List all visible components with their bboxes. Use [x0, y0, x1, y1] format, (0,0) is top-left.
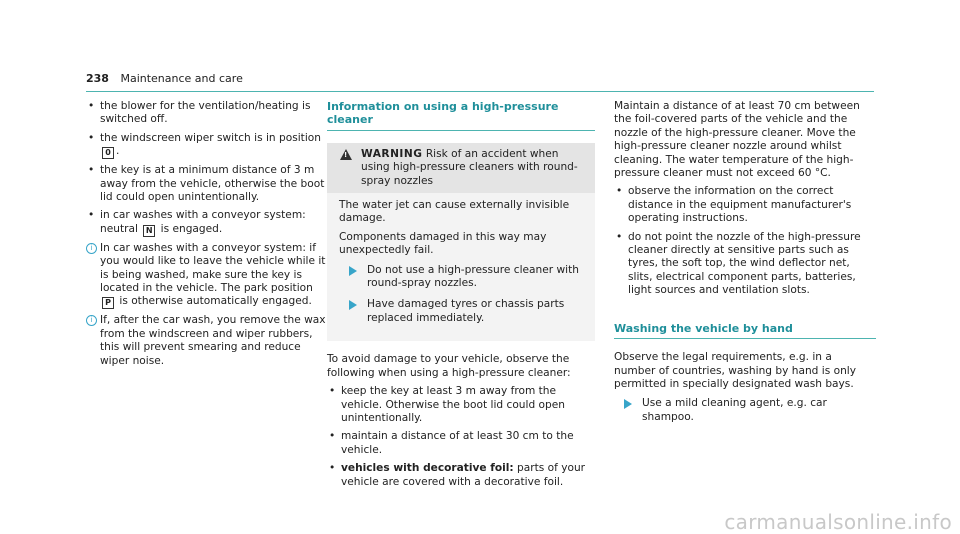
list-item — [614, 185, 876, 225]
section-title: Information on using a high-pressure cleaner — [327, 100, 559, 127]
page-number: 238 — [86, 72, 109, 85]
list-item-text: is engaged. — [160, 222, 223, 235]
list-item — [86, 164, 326, 204]
warning-word: WARNING — [361, 147, 423, 160]
list-item: • the windscreen wiper switch is in position 0 . — [86, 132, 326, 159]
wiper-position-symbol: 0 — [102, 147, 114, 159]
intro-paragraph: To avoid damage to your vehicle, observe the following when using a high-pressure cleaner: — [327, 353, 571, 379]
list-item-text: maintain a distance of at least 30 cm to the vehicle. — [341, 430, 574, 456]
section-divider — [327, 130, 595, 131]
continued-paragraph: Maintain a distance of at least 70 cm between the foil-covered parts of the vehicle and the nozzle of the high-pressure cleaner. Move the high-pressure cleaner nozzle around whilst cleaning. The water temperature of the high-pressure cleaner must not exceed 60 °C. — [614, 100, 860, 180]
note — [86, 314, 326, 368]
warning-header: ! WARNING Risk of an accident when using high-pressure cleaners with round-spray nozzles — [327, 143, 595, 193]
warning-box — [327, 143, 595, 341]
column-right — [614, 100, 876, 432]
warning-headline: Risk of an accident when using high-pressure cleaners with round-spray nozzles — [361, 147, 578, 187]
action-arrow-icon — [624, 399, 632, 409]
list-item — [86, 100, 326, 127]
note-text: If, after the car wash, you remove the wax from the windscreen and wiper rubbers, this will prevent smearing and reduce wiper noise. — [100, 314, 326, 367]
action-item — [339, 298, 587, 325]
info-icon: i — [86, 243, 97, 254]
section-name: Maintenance and care — [120, 72, 243, 85]
note-text: is otherwise automatically engaged. — [119, 295, 312, 308]
action-text: Have damaged tyres or chassis parts replaced immediately. — [367, 298, 565, 324]
action-item — [339, 264, 587, 291]
info-icon: i — [86, 315, 97, 326]
action-item — [614, 397, 876, 424]
note — [86, 242, 326, 310]
action-text: Do not use a high-pressure cleaner with round-spray nozzles. — [367, 263, 579, 290]
column-middle — [327, 100, 595, 494]
list-item-bold: vehicles with decorative foil: — [341, 462, 514, 475]
watermark: carmanualsonline.info — [724, 509, 952, 534]
list-item-text: the blower for the ventilation/heating is switched off. — [100, 100, 311, 126]
list-item-text: do not point the nozzle of the high-pressure cleaner directly at sensitive parts such as tyres, the soft top, the wind deflector net, slits, electrical component parts, batteries, light sources and ventilation slots. — [628, 230, 861, 297]
list-item-text: keep the key at least 3 m away from the vehicle. Otherwise the boot lid could open unintentionally. — [341, 385, 565, 424]
list-item-text: parts of your vehicle are covered with a decorative foil. — [341, 462, 586, 488]
section-title: Washing the vehicle by hand — [614, 321, 793, 335]
action-arrow-icon — [349, 300, 357, 310]
list-item — [327, 385, 595, 425]
header-divider — [86, 91, 874, 92]
note-text: In car washes with a conveyor system: if you would like to leave the vehicle while it is being washed, make sure the key is located in the vehicle. The park position — [100, 241, 326, 295]
warning-paragraph: The water jet can cause externally invisible damage. — [339, 199, 570, 225]
page-header — [86, 72, 243, 85]
list-item-text: in car washes with a conveyor system: neutral — [100, 209, 306, 235]
list-item-text: the windscreen wiper switch is in position — [100, 131, 321, 144]
list-item — [327, 430, 595, 457]
list-item-text: the key is at a minimum distance of 3 m away from the vehicle, otherwise the boot lid could open unintentionally. — [100, 164, 325, 204]
list-item — [86, 209, 326, 236]
column-left — [86, 100, 326, 373]
neutral-symbol: N — [143, 225, 155, 237]
park-symbol: P — [102, 297, 114, 309]
list-item-text: observe the information on the correct distance in the equipment manufacturer's operating instructions. — [628, 185, 852, 225]
action-text: Use a mild cleaning agent, e.g. car shampoo. — [642, 397, 827, 423]
warning-paragraph: Components damaged in this way may unexpectedly fail. — [339, 230, 547, 257]
warning-body — [327, 193, 595, 341]
list-item — [614, 231, 876, 298]
section-divider — [614, 338, 876, 339]
list-item — [327, 462, 595, 489]
wash-paragraph: Observe the legal requirements, e.g. in a number of countries, washing by hand is only permitted in specially designated wash bays. — [614, 351, 857, 390]
action-arrow-icon — [349, 266, 357, 276]
